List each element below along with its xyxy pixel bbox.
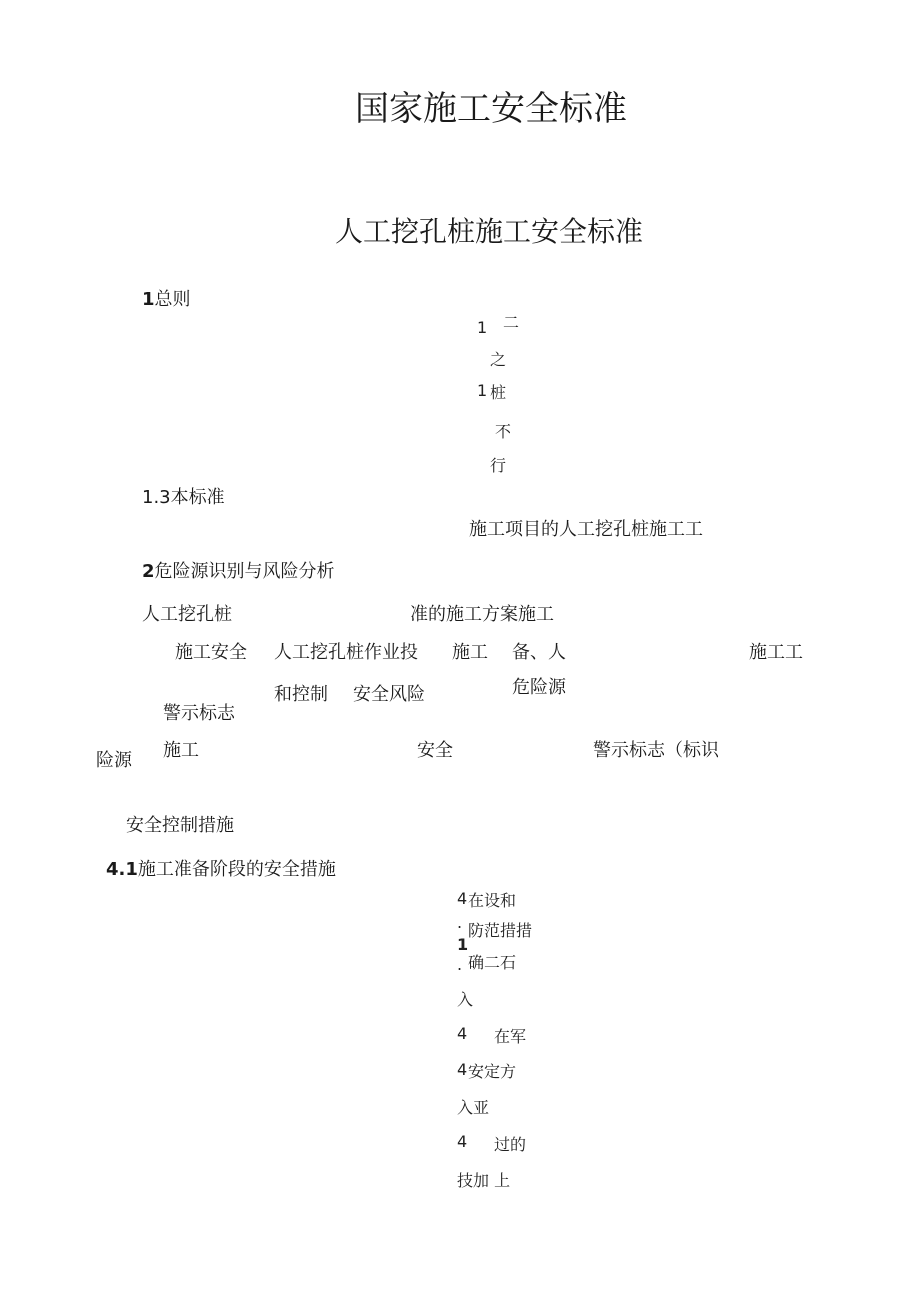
section-2-number: 2 bbox=[142, 561, 155, 582]
document-title: 国家施工安全标准 bbox=[355, 89, 627, 129]
section-1-3-body: 施工项目的人工挖孔桩施工工 bbox=[469, 519, 703, 540]
fragment-4-number: . bbox=[457, 955, 463, 974]
fragment-4-number: 4 bbox=[457, 889, 468, 908]
section-2-text: 险源 bbox=[96, 750, 132, 771]
section-2-title: 危险源识别与风险分析 bbox=[154, 561, 335, 582]
fragment-1-2-text: 桩 bbox=[490, 383, 507, 402]
section-1-title: 总则 bbox=[154, 289, 191, 310]
section-2-text: 安全 bbox=[417, 740, 453, 761]
fragment-4-text: 过的 bbox=[494, 1135, 527, 1154]
section-1-3-number: 1.3 bbox=[142, 487, 171, 508]
fragment-4-number: . bbox=[457, 913, 463, 932]
fragment-4-text: 入 bbox=[457, 990, 474, 1009]
section-2-text: 准的施工方案施工 bbox=[410, 604, 554, 625]
section-2-text: 备、人 bbox=[512, 642, 566, 663]
section-2-text: 施工安全 bbox=[175, 642, 247, 663]
fragment-4-text: 防范措措 bbox=[468, 921, 533, 940]
fragment-1-2-text-2: 不 bbox=[495, 422, 512, 441]
section-2-text: 施工 bbox=[163, 740, 199, 761]
section-2-text: 危险源 bbox=[512, 677, 566, 698]
section-2-text: 施工 bbox=[452, 642, 488, 663]
section-1-number: 1 bbox=[142, 289, 155, 310]
section-2-text-clipped: 安全风险 bbox=[353, 684, 425, 705]
document-subtitle: 人工挖孔桩施工安全标准 bbox=[335, 215, 644, 248]
section-3-heading: 安全控制措施 bbox=[126, 815, 234, 836]
section-4-1-number: 4.1 bbox=[106, 859, 138, 880]
fragment-1-1-text: 二 bbox=[503, 313, 520, 332]
fragment-1-2-text-3: 行 bbox=[490, 456, 507, 475]
fragment-1-1-number: 1 bbox=[477, 318, 488, 337]
fragment-1-2-number: 1 bbox=[477, 381, 488, 400]
fragment-4-text: 确二石 bbox=[468, 953, 517, 972]
section-4-1-title: 施工准备阶段的安全措施 bbox=[137, 859, 336, 880]
fragment-4-text: 入亚 bbox=[457, 1098, 490, 1117]
fragment-4-text: 在设和 bbox=[468, 891, 517, 910]
section-2-text: 警示标志（标识 bbox=[593, 740, 719, 761]
section-2-heading bbox=[142, 563, 335, 581]
fragment-4-number: 4 bbox=[457, 1132, 468, 1151]
section-4-1-heading bbox=[106, 861, 336, 879]
section-1-3-heading bbox=[142, 489, 225, 507]
section-2-text: 人工挖孔桩 bbox=[142, 604, 232, 625]
fragment-4-number: 1 bbox=[457, 935, 469, 954]
section-2-text: 施工工 bbox=[749, 642, 803, 663]
fragment-4-number: 4 bbox=[457, 1060, 468, 1079]
fragment-4-number: 4 bbox=[457, 1024, 468, 1043]
section-1-3-title: 本标准 bbox=[170, 487, 225, 508]
section-2-text: 人工挖孔桩作业投 bbox=[274, 642, 418, 663]
section-2-text: 警示标志 bbox=[163, 703, 235, 724]
fragment-4-text: 在军 bbox=[494, 1027, 527, 1046]
section-1-heading bbox=[142, 291, 191, 309]
fragment-4-text: 安定方 bbox=[468, 1062, 517, 1081]
fragment-4-text: 技加 上 bbox=[457, 1171, 511, 1190]
section-2-text-clipped: 和控制 bbox=[274, 684, 328, 705]
fragment-1-1-text-2: 之 bbox=[490, 350, 507, 369]
